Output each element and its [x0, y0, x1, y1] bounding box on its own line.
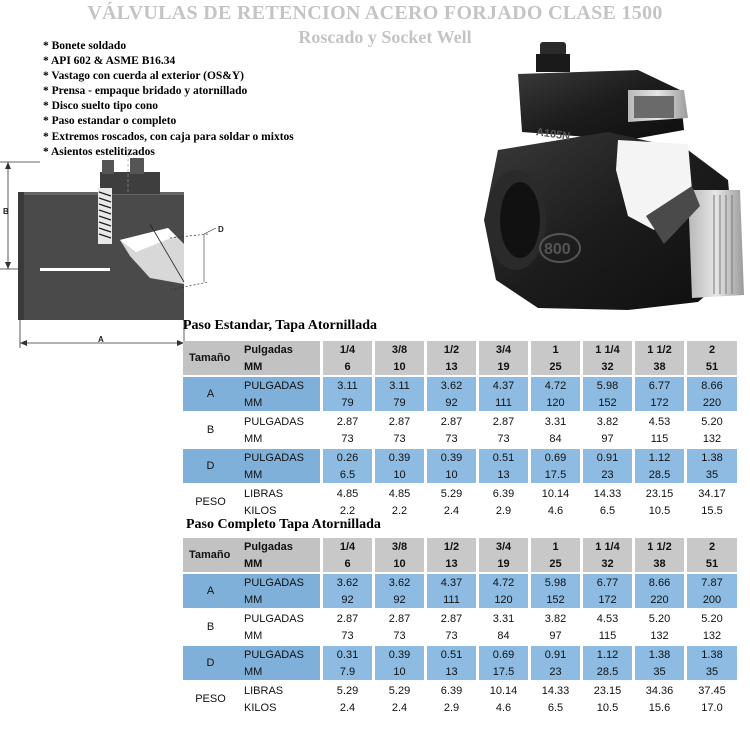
- table-cell: 92: [320, 591, 372, 608]
- spec-table-standard: [183, 341, 737, 519]
- table-cell: 2.4: [424, 502, 476, 519]
- unit-header-mm: MM: [238, 555, 320, 572]
- table-cell: 10.5: [580, 699, 632, 716]
- table-cell: 152: [580, 394, 632, 411]
- table-cell: 73: [424, 627, 476, 644]
- table-cell: 4.37: [424, 574, 476, 591]
- size-inch-header: 2: [684, 341, 737, 358]
- unit-header-mm: MM: [238, 358, 320, 375]
- size-inch-header: 1 1/2: [632, 341, 684, 358]
- table-cell: 6.5: [320, 466, 372, 483]
- feature-item: * Prensa - empaque bridado y atornillado: [43, 85, 248, 98]
- table-cell: 152: [528, 591, 580, 608]
- table-cell: 17.5: [476, 663, 528, 680]
- dimension-label: A: [183, 377, 238, 411]
- table-cell: 132: [684, 430, 737, 447]
- table-cell: 2.87: [320, 610, 372, 627]
- unit-label: LIBRAS: [244, 487, 284, 500]
- table-cell: 7.87: [684, 574, 737, 591]
- table-cell: 200: [684, 591, 737, 608]
- table-cell: 28.5: [580, 663, 632, 680]
- valve-material-marking: A105N: [535, 126, 571, 143]
- size-mm-header: 6: [320, 555, 372, 572]
- size-mm-header: 32: [580, 358, 632, 375]
- size-mm-header: 38: [632, 555, 684, 572]
- dimension-label: B: [206, 621, 215, 633]
- table-cell: 1.38: [684, 449, 737, 466]
- table-cell: 0.39: [372, 646, 424, 663]
- table-cell: 34.17: [684, 485, 737, 502]
- table-cell: 3.62: [372, 574, 424, 591]
- table-cell: 97: [528, 627, 580, 644]
- table-row: [183, 377, 737, 394]
- size-mm-header: 19: [476, 555, 528, 572]
- dimension-label: D: [183, 449, 238, 483]
- table-row: [183, 449, 737, 466]
- unit-label: LIBRAS: [244, 684, 284, 697]
- feature-item: * Extremos roscados, con caja para soldar o mixtos: [43, 130, 294, 143]
- feature-list: [43, 39, 294, 160]
- dimension-d-label: D: [218, 225, 224, 234]
- table-cell: 28.5: [632, 466, 684, 483]
- size-mm-header: 13: [424, 555, 476, 572]
- table-cell: 73: [320, 627, 372, 644]
- table-cell: 79: [372, 394, 424, 411]
- size-inch-header: 2: [684, 538, 737, 555]
- table-cell: 5.98: [528, 574, 580, 591]
- size-inch-header: 3/8: [372, 341, 424, 358]
- size-inch-header: 1/4: [320, 538, 372, 555]
- table-cell: 6.5: [580, 502, 632, 519]
- size-header-label: Tamaño: [183, 538, 238, 572]
- page-subtitle: Roscado y Socket Well: [298, 27, 472, 47]
- table-cell: 23: [580, 466, 632, 483]
- table-cell: 2.87: [320, 413, 372, 430]
- unit-label: KILOS: [244, 701, 277, 714]
- size-inch-header: 1: [528, 341, 580, 358]
- table-cell: 5.20: [684, 610, 737, 627]
- table-cell: 5.20: [632, 610, 684, 627]
- table-cell: 10: [372, 663, 424, 680]
- unit-label: MM: [238, 466, 320, 483]
- table-cell: 2.9: [476, 502, 528, 519]
- table-cell: 2.9: [424, 699, 476, 716]
- unit-label: PULGADAS: [238, 574, 320, 591]
- size-mm-header: 6: [320, 358, 372, 375]
- table-cell: 2.2: [372, 502, 424, 519]
- dimension-a-label: A: [98, 335, 104, 344]
- table-cell: 23.15: [632, 485, 684, 502]
- feature-item: * Paso estandar o completo: [43, 115, 177, 128]
- table-cell: 17.5: [528, 466, 580, 483]
- dimension-label: B: [206, 424, 215, 436]
- table-row: [183, 627, 737, 644]
- table-row: [183, 466, 737, 483]
- feature-item: * API 602 & ASME B16.34: [43, 55, 176, 68]
- table-cell: 0.91: [580, 449, 632, 466]
- size-inch-header: 3/4: [476, 341, 528, 358]
- table-cell: 84: [476, 627, 528, 644]
- table-cell: 4.37: [476, 377, 528, 394]
- table-cell: 34.36: [632, 682, 684, 699]
- size-inch-header: 1: [528, 538, 580, 555]
- table-cell: 3.31: [476, 610, 528, 627]
- table-cell: 120: [528, 394, 580, 411]
- valve-class-marking: 800: [544, 241, 571, 258]
- table-cell: 0.91: [528, 646, 580, 663]
- table-row: [183, 394, 737, 411]
- table-cell: 6.77: [632, 377, 684, 394]
- dimension-label: PESO: [195, 693, 226, 705]
- table-cell: 3.82: [528, 610, 580, 627]
- table-cell: 132: [684, 627, 737, 644]
- table-row: [183, 413, 737, 430]
- table-cell: 111: [476, 394, 528, 411]
- table-cell: 3.31: [528, 413, 580, 430]
- table-cell: 10.5: [632, 502, 684, 519]
- table-cell: 3.82: [580, 413, 632, 430]
- table-cell: 10.14: [476, 682, 528, 699]
- table-cell: 4.53: [580, 610, 632, 627]
- size-mm-header: 51: [684, 358, 737, 375]
- table-cell: 5.29: [424, 485, 476, 502]
- table-row: [183, 591, 737, 608]
- table-cell: 37.45: [684, 682, 737, 699]
- table-row: [183, 574, 737, 591]
- table-cell: 3.11: [320, 377, 372, 394]
- table-cell: 115: [580, 627, 632, 644]
- table-cell: 73: [372, 627, 424, 644]
- table-cell: 2.4: [372, 699, 424, 716]
- table-cell: 0.31: [320, 646, 372, 663]
- table-cell: 15.5: [684, 502, 737, 519]
- table-cell: 1.38: [632, 646, 684, 663]
- size-inch-header: 3/8: [372, 538, 424, 555]
- table-cell: 3.11: [372, 377, 424, 394]
- table-cell: 6.39: [424, 682, 476, 699]
- unit-header-inches: Pulgadas: [238, 538, 320, 555]
- table-cell: 92: [424, 394, 476, 411]
- size-mm-header: 51: [684, 555, 737, 572]
- dimension-label: D: [183, 646, 238, 680]
- table-cell: 2.87: [372, 610, 424, 627]
- table-cell: 2.2: [320, 502, 372, 519]
- dimension-label: PESO: [195, 496, 226, 508]
- table-cell: 23: [528, 663, 580, 680]
- table-cell: 97: [580, 430, 632, 447]
- table-cell: 2.87: [372, 413, 424, 430]
- unit-label: PULGADAS: [238, 646, 320, 663]
- table-cell: 14.33: [528, 682, 580, 699]
- table-cell: 73: [372, 430, 424, 447]
- size-inch-header: 1/4: [320, 341, 372, 358]
- table-cell: 0.69: [528, 449, 580, 466]
- table-cell: 35: [632, 663, 684, 680]
- table-cell: 220: [684, 394, 737, 411]
- size-mm-header: 10: [372, 358, 424, 375]
- table-cell: 15.6: [632, 699, 684, 716]
- table-row: [183, 663, 737, 680]
- size-mm-header: 19: [476, 358, 528, 375]
- size-mm-header: 10: [372, 555, 424, 572]
- table-cell: 14.33: [580, 485, 632, 502]
- unit-header-inches: Pulgadas: [238, 341, 320, 358]
- table-cell: 6.39: [476, 485, 528, 502]
- table-cell: 2.87: [424, 610, 476, 627]
- unit-label: PULGADAS: [244, 415, 304, 428]
- table-cell: 172: [580, 591, 632, 608]
- size-mm-header: 25: [528, 358, 580, 375]
- table-cell: 10: [372, 466, 424, 483]
- table-cell: 4.72: [528, 377, 580, 394]
- table-cell: 84: [528, 430, 580, 447]
- unit-label: MM: [238, 663, 320, 680]
- unit-label: PULGADAS: [238, 449, 320, 466]
- table-cell: 35: [684, 663, 737, 680]
- table-cell: 4.53: [632, 413, 684, 430]
- table-cell: 3.62: [320, 574, 372, 591]
- table-cell: 8.66: [632, 574, 684, 591]
- table-cell: 10: [424, 466, 476, 483]
- size-inch-header: 3/4: [476, 538, 528, 555]
- feature-item: * Bonete soldado: [43, 40, 127, 52]
- table-cell: 4.85: [320, 485, 372, 502]
- table-cell: 4.72: [476, 574, 528, 591]
- unit-label: MM: [244, 432, 263, 445]
- table-row: [183, 646, 737, 663]
- table-title-full: Paso Completo Tapa Atornillada: [186, 517, 381, 532]
- table-cell: 73: [320, 430, 372, 447]
- table-row: [183, 682, 737, 699]
- table-title-standard: Paso Estandar, Tapa Atornillada: [183, 318, 377, 333]
- table-row: [183, 485, 737, 502]
- size-mm-header: 38: [632, 358, 684, 375]
- table-cell: 0.39: [424, 449, 476, 466]
- page-title: VÁLVULAS DE RETENCION ACERO FORJADO CLASE 1500: [87, 2, 663, 24]
- dimension-label: A: [183, 574, 238, 608]
- table-cell: 120: [476, 591, 528, 608]
- unit-label: PULGADAS: [244, 612, 304, 625]
- table-row: [183, 430, 737, 447]
- table-cell: 4.6: [528, 502, 580, 519]
- table-cell: 132: [632, 627, 684, 644]
- table-cell: 7.9: [320, 663, 372, 680]
- table-cell: 172: [632, 394, 684, 411]
- table-cell: 13: [476, 466, 528, 483]
- table-cell: 13: [424, 663, 476, 680]
- table-row: [183, 610, 737, 627]
- table-cell: 6.77: [580, 574, 632, 591]
- table-cell: 0.39: [372, 449, 424, 466]
- table-cell: 23.15: [580, 682, 632, 699]
- table-cell: 73: [424, 430, 476, 447]
- table-cell: 35: [684, 466, 737, 483]
- unit-label: MM: [238, 591, 320, 608]
- table-cell: 5.98: [580, 377, 632, 394]
- table-cell: 5.29: [372, 682, 424, 699]
- table-cell: 17.0: [684, 699, 737, 716]
- size-mm-header: 13: [424, 358, 476, 375]
- table-cell: 0.51: [424, 646, 476, 663]
- table-row: [183, 699, 737, 716]
- feature-item: * Disco suelto tipo cono: [43, 100, 158, 113]
- unit-label: MM: [244, 629, 263, 642]
- table-cell: 1.12: [632, 449, 684, 466]
- table-cell: 1.12: [580, 646, 632, 663]
- size-inch-header: 1/2: [424, 538, 476, 555]
- table-cell: 10.14: [528, 485, 580, 502]
- table-cell: 3.62: [424, 377, 476, 394]
- valve-cutaway-photo: [478, 40, 750, 330]
- table-cell: 0.26: [320, 449, 372, 466]
- table-cell: 2.4: [320, 699, 372, 716]
- table-cell: 2.87: [424, 413, 476, 430]
- table-cell: 5.20: [684, 413, 737, 430]
- table-cell: 73: [476, 430, 528, 447]
- feature-item: * Vastago con cuerda al exterior (OS&Y): [43, 70, 245, 83]
- feature-item: * Asientos estelitizados: [43, 145, 155, 158]
- table-cell: 115: [632, 430, 684, 447]
- table-cell: 1.38: [684, 646, 737, 663]
- table-cell: 0.51: [476, 449, 528, 466]
- size-inch-header: 1/2: [424, 341, 476, 358]
- table-cell: 2.87: [476, 413, 528, 430]
- table-cell: 8.66: [684, 377, 737, 394]
- table-cell: 111: [424, 591, 476, 608]
- size-header-label: Tamaño: [183, 341, 238, 375]
- unit-label: MM: [238, 394, 320, 411]
- table-cell: 0.69: [476, 646, 528, 663]
- table-cell: 92: [372, 591, 424, 608]
- table-cell: 220: [632, 591, 684, 608]
- size-inch-header: 1 1/4: [580, 341, 632, 358]
- size-mm-header: 32: [580, 555, 632, 572]
- unit-label: PULGADAS: [238, 377, 320, 394]
- table-cell: 6.5: [528, 699, 580, 716]
- table-cell: 5.29: [320, 682, 372, 699]
- unit-label: KILOS: [244, 504, 277, 517]
- size-inch-header: 1 1/2: [632, 538, 684, 555]
- table-cell: 4.6: [476, 699, 528, 716]
- table-cell: 4.85: [372, 485, 424, 502]
- table-cell: 79: [320, 394, 372, 411]
- size-inch-header: 1 1/4: [580, 538, 632, 555]
- spec-table-full: [183, 538, 737, 716]
- size-mm-header: 25: [528, 555, 580, 572]
- dimension-b-label: B: [3, 207, 9, 216]
